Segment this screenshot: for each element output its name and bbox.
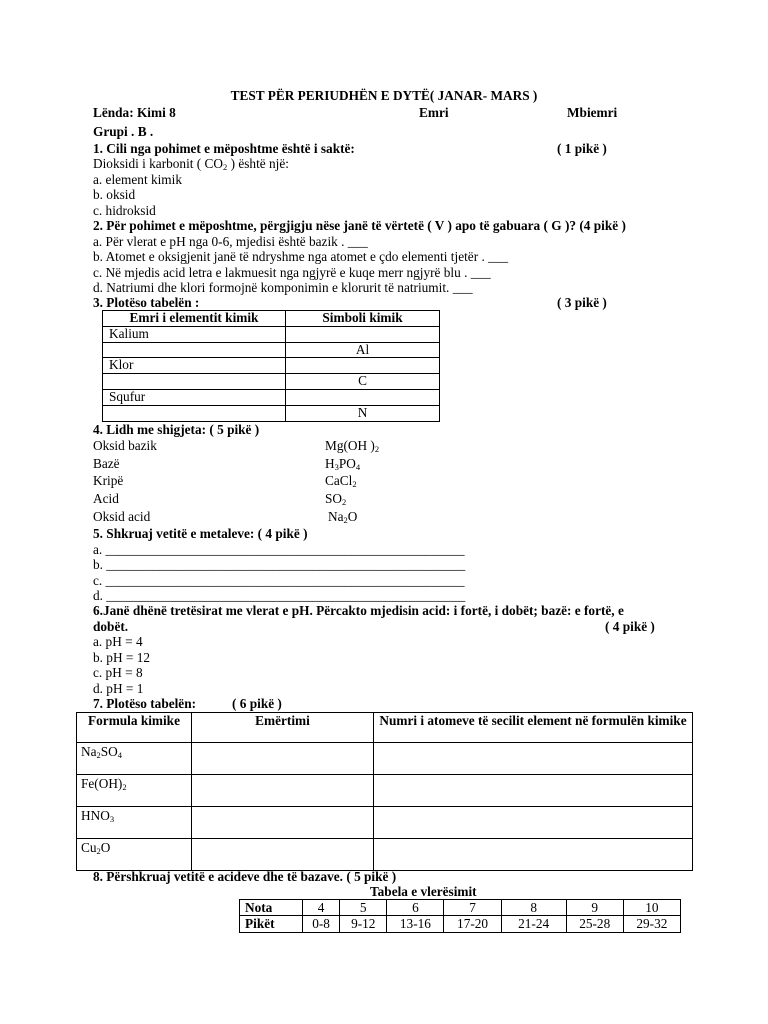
points-range-cell: 13-16 (387, 916, 444, 932)
table-row (103, 405, 440, 421)
q5-question: 5. Shkruaj vetitë e metaleve: ( 4 pikë ) (93, 526, 308, 541)
atom-count-cell[interactable] (374, 775, 693, 807)
grade-cell: 4 (303, 900, 340, 916)
table-row (77, 839, 693, 871)
q1-points: ( 1 pikë ) (557, 141, 607, 156)
header-name: Emërtimi (192, 713, 374, 743)
q2-item-c: c. Në mjedis acid letra e lakmuesit nga ngjyrë e kuqe merr ngjyrë blu . ___ (93, 265, 491, 280)
surname-label: Mbiemri (567, 105, 618, 120)
formula-cell: $HNO_3$ (77, 807, 192, 839)
q4-left-item: Oksid bazik (93, 438, 157, 453)
formula-cell: $Fe(OH)_2$ (77, 775, 192, 807)
symbol-cell: N (286, 405, 440, 421)
element-name-cell (103, 342, 286, 358)
q1-option-a: a. element kimik (93, 172, 182, 187)
answer-line-a[interactable]: a. ______________________________________________________ (93, 542, 465, 557)
grade-cell: 8 (501, 900, 566, 916)
header-formula: Formula kimike (77, 713, 192, 743)
q6-question-cont: dobët. (93, 619, 129, 634)
header-element-name: Emri i elementit kimik (103, 311, 286, 327)
q4-left-item: Kripë (93, 473, 124, 488)
q4-right-formula: CaCl$_2$ (325, 473, 357, 489)
q3-question: 3. Plotëso tabelën : (93, 295, 200, 310)
q3-points: ( 3 pikë ) (557, 295, 607, 310)
grade-cell: 9 (566, 900, 623, 916)
q1-stem: Dioksidi i karbonit ( $CO_2$ ) është një: (93, 156, 289, 172)
table-header-row (103, 311, 440, 327)
atom-count-cell[interactable] (374, 807, 693, 839)
name-cell[interactable] (192, 807, 374, 839)
answer-line-c[interactable]: c. ______________________________________________________ (93, 573, 465, 588)
grade-cell: 6 (387, 900, 444, 916)
grade-cell: 5 (340, 900, 387, 916)
symbol-cell (286, 389, 440, 405)
points-range-cell: 0-8 (303, 916, 340, 932)
q6-points: ( 4 pikë ) (605, 619, 655, 634)
element-name-cell (103, 374, 286, 390)
q1-question: 1. Cili nga pohimet e mëposhtme është i saktë: (93, 141, 355, 156)
table-row (77, 743, 693, 775)
table-row (103, 389, 440, 405)
header-atom-count: Numri i atomeve të secilit element në formulën kimike (374, 713, 693, 743)
table-row (103, 358, 440, 374)
q6-item-d: d. pH = 1 (93, 681, 144, 696)
atom-count-cell[interactable] (374, 839, 693, 871)
atom-count-cell[interactable] (374, 743, 693, 775)
group-label: Grupi . B . (93, 124, 154, 139)
q6-item-b: b. pH = 12 (93, 650, 150, 665)
q4-right-formula: $H_3PO_4$ (325, 456, 361, 472)
q7-points: ( 6 pikë ) (232, 696, 282, 711)
symbol-cell: Al (286, 342, 440, 358)
name-cell[interactable] (192, 743, 374, 775)
subject-label: Lënda: Kimi 8 (93, 105, 176, 120)
symbol-cell: C (286, 374, 440, 390)
name-cell[interactable] (192, 839, 374, 871)
q4-right-formula: $Na_2O$ (328, 509, 358, 525)
grade-cell: 10 (623, 900, 680, 916)
grade-cell: 7 (444, 900, 501, 916)
grade-row (240, 900, 681, 916)
element-symbol-table (102, 310, 440, 422)
element-name-cell: Squfur (103, 389, 286, 405)
name-cell[interactable] (192, 775, 374, 807)
table-row (103, 342, 440, 358)
points-range-cell: 29-32 (623, 916, 680, 932)
q1-option-c: c. hidroksid (93, 203, 156, 218)
answer-line-b[interactable]: b. ______________________________________________________ (93, 557, 466, 572)
points-range-cell: 17-20 (444, 916, 501, 932)
symbol-cell (286, 358, 440, 374)
points-row (240, 916, 681, 932)
element-name-cell: Kalium (103, 326, 286, 342)
page-title: TEST PËR PERIUDHËN E DYTË( JANAR- MARS ) (230, 88, 538, 103)
points-range-cell: 9-12 (340, 916, 387, 932)
q6-item-a: a. pH = 4 (93, 634, 143, 649)
element-name-cell: Klor (103, 358, 286, 374)
points-label: Pikët (240, 916, 303, 932)
q1-option-b: b. oksid (93, 187, 136, 202)
q2-question: 2. Për pohimet e mëposhtme, përgjigju nëse janë të vërtetë ( V ) apo të gabuara ( G )? (4 pikë ) (93, 218, 626, 233)
table-row (77, 807, 693, 839)
q4-left-item: Bazë (93, 456, 120, 471)
q7-question: 7. Plotëso tabelën: (93, 696, 197, 711)
q4-right-formula: $SO_2$ (325, 491, 347, 507)
q4-left-item: Acid (93, 491, 119, 506)
name-label: Emri (419, 105, 449, 120)
q2-item-b: b. Atomet e oksigjenit janë të ndryshme nga atomet e çdo elementi tjetër . ___ (93, 249, 509, 264)
table-row (77, 775, 693, 807)
grade-label: Nota (240, 900, 303, 916)
q4-left-item: Oksid acid (93, 509, 151, 524)
formula-cell: $Na_2SO_4$ (77, 743, 192, 775)
answer-line-d[interactable]: d. ______________________________________________________ (93, 588, 466, 603)
formula-table (76, 712, 693, 871)
table-header-row (77, 713, 693, 743)
q6-item-c: c. pH = 8 (93, 665, 143, 680)
q6-question: 6.Janë dhënë tretësirat me vlerat e pH. Përcakto mjedisin acid: i fortë, i dobët; bazë: e fortë, e (93, 603, 624, 618)
grading-title: Tabela e vlerësimit (370, 884, 477, 899)
points-range-cell: 25-28 (566, 916, 623, 932)
table-row (103, 326, 440, 342)
q4-right-formula: Mg(OH )$_2$ (325, 438, 380, 454)
q2-item-d: d. Natriumi dhe klori formojnë komponimin e klorurit të natriumit. ___ (93, 280, 473, 295)
q2-item-a: a. Për vlerat e pH nga 0-6, mjedisi është bazik . ___ (93, 234, 368, 249)
element-name-cell (103, 405, 286, 421)
table-row (103, 374, 440, 390)
grading-table (239, 899, 681, 933)
q8-question: 8. Përshkruaj vetitë e acideve dhe të bazave. ( 5 pikë ) (93, 869, 397, 884)
header-symbol: Simboli kimik (286, 311, 440, 327)
points-range-cell: 21-24 (501, 916, 566, 932)
symbol-cell (286, 326, 440, 342)
formula-cell: $Cu_2O$ (77, 839, 192, 871)
q4-question: 4. Lidh me shigjeta: ( 5 pikë ) (93, 422, 260, 437)
